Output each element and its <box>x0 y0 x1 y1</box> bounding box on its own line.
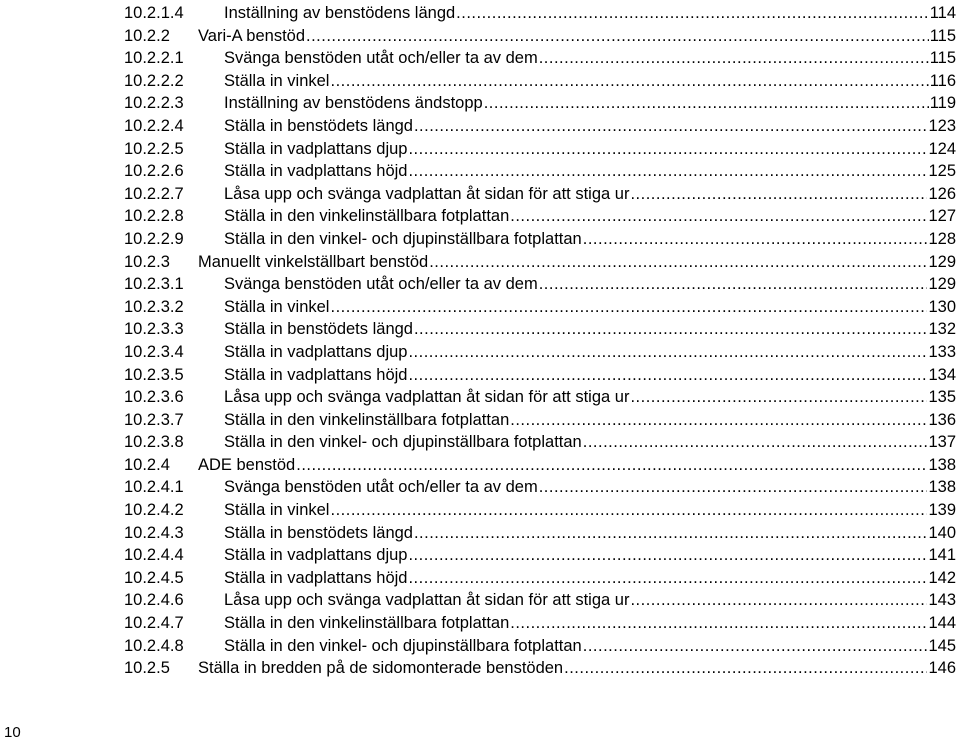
toc-entry-page: 115 <box>929 49 956 68</box>
toc-entry[interactable] <box>124 70 956 93</box>
dot-leader <box>414 318 928 341</box>
toc-entry-page: 125 <box>928 162 956 181</box>
toc-entry[interactable] <box>124 47 956 70</box>
toc-entry-title: Ställa in vadplattans djup <box>224 546 408 565</box>
toc-entry-page: 146 <box>928 659 956 678</box>
toc-entry-number: 10.2.3.6 <box>124 388 184 407</box>
toc-entry[interactable] <box>124 25 956 48</box>
dot-leader <box>630 589 927 612</box>
toc-entry-title: Ställa in benstödets längd <box>224 116 413 135</box>
dot-leader <box>456 2 929 25</box>
toc-entry[interactable] <box>124 589 956 612</box>
toc-entry-number: 10.2.3.7 <box>124 410 184 429</box>
toc-entry-page: 127 <box>928 207 956 226</box>
toc-entry-number: 10.2.4.3 <box>124 523 184 542</box>
toc-entry-number: 10.2.5 <box>124 659 170 678</box>
dot-leader <box>408 364 927 387</box>
toc-entry-title: Ställa in vadplattans djup <box>224 342 408 361</box>
toc-entry-number: 10.2.3.1 <box>124 275 184 294</box>
toc-entry-number: 10.2.3.5 <box>124 365 184 384</box>
dot-leader <box>414 522 928 545</box>
toc-entry[interactable] <box>124 318 956 341</box>
toc-entry-number: 10.2.2.3 <box>124 94 184 113</box>
toc-entry[interactable] <box>124 228 956 251</box>
toc-entry-title: Ställa in benstödets längd <box>224 523 413 542</box>
toc-entry-title: Ställa in den vinkel- och djupinställbara fotplattan <box>224 636 582 655</box>
toc-entry[interactable] <box>124 544 956 567</box>
toc-entry-page: 123 <box>928 116 956 135</box>
toc-entry-number: 10.2.2.5 <box>124 139 184 158</box>
toc-entry-page: 138 <box>928 478 956 497</box>
toc-entry-number: 10.2.3.3 <box>124 320 184 339</box>
toc-entry-title: Låsa upp och svänga vadplattan åt sidan för att stiga ur <box>224 184 630 203</box>
toc-entry-number: 10.2.3.8 <box>124 433 184 452</box>
toc-entry-number: 10.2.3.2 <box>124 297 184 316</box>
toc-entry-page: 145 <box>928 636 956 655</box>
dot-leader <box>429 251 927 274</box>
toc-entry[interactable] <box>124 386 956 409</box>
toc-entry-number: 10.2.1.4 <box>124 4 184 22</box>
dot-leader <box>414 115 928 138</box>
toc-entry[interactable] <box>124 296 956 319</box>
toc-entry[interactable] <box>124 138 956 161</box>
toc-entry-page: 130 <box>928 297 956 316</box>
toc-entry-page: 129 <box>928 275 956 294</box>
toc-entry-number: 10.2.4.5 <box>124 568 184 587</box>
table-of-contents <box>124 2 956 680</box>
toc-entry[interactable] <box>124 251 956 274</box>
toc-entry-number: 10.2.4.2 <box>124 501 184 520</box>
toc-entry-title: Ställa in vadplattans höjd <box>224 162 408 181</box>
toc-entry-page: 135 <box>928 388 956 407</box>
toc-entry-page: 114 <box>929 4 956 22</box>
dot-leader <box>330 296 927 319</box>
toc-entry-page: 134 <box>928 365 956 384</box>
dot-leader <box>408 138 927 161</box>
dot-leader <box>408 544 927 567</box>
toc-entry[interactable] <box>124 2 956 25</box>
toc-entry[interactable] <box>124 273 956 296</box>
toc-entry-page: 136 <box>928 410 956 429</box>
dot-leader <box>484 92 929 115</box>
toc-entry-number: 10.2.2.9 <box>124 229 184 248</box>
toc-entry-title: Svänga benstöden utåt och/eller ta av dem <box>224 478 538 497</box>
dot-leader <box>510 205 927 228</box>
toc-entry-page: 137 <box>928 433 956 452</box>
toc-entry-number: 10.2.2.1 <box>124 49 184 68</box>
toc-entry-title: Svänga benstöden utåt och/eller ta av dem <box>224 49 538 68</box>
toc-entry-title: Ställa in bredden på de sidomonterade benstöden <box>198 659 564 678</box>
toc-entry-title: Inställning av benstödens ändstopp <box>224 94 483 113</box>
toc-entry-number: 10.2.2.6 <box>124 162 184 181</box>
toc-entry-title: Ställa in den vinkelinställbara fotplattan <box>224 207 510 226</box>
toc-entry-number: 10.2.4.6 <box>124 591 184 610</box>
toc-entry-page: 124 <box>928 139 956 158</box>
toc-entry-number: 10.2.2.2 <box>124 71 184 90</box>
toc-entry-page: 142 <box>928 568 956 587</box>
toc-entry-page: 116 <box>929 71 956 90</box>
toc-entry-page: 132 <box>928 320 956 339</box>
toc-entry[interactable] <box>124 431 956 454</box>
toc-entry-title: ADE benstöd <box>198 455 296 474</box>
dot-leader <box>408 160 927 183</box>
toc-entry-number: 10.2.3.4 <box>124 342 184 361</box>
toc-entry-title: Ställa in den vinkelinställbara fotplattan <box>224 614 510 633</box>
toc-entry-title: Låsa upp och svänga vadplattan åt sidan för att stiga ur <box>224 591 630 610</box>
toc-entry-page: 129 <box>928 252 956 271</box>
toc-entry-page: 138 <box>928 455 956 474</box>
toc-entry-title: Manuellt vinkelställbart benstöd <box>198 252 429 271</box>
toc-entry-title: Ställa in vadplattans höjd <box>224 568 408 587</box>
toc-entry-page: 126 <box>928 184 956 203</box>
toc-entry-number: 10.2.4.7 <box>124 614 184 633</box>
toc-entry-number: 10.2.2.7 <box>124 184 184 203</box>
dot-leader <box>539 47 929 70</box>
dot-leader <box>306 25 929 48</box>
toc-entry-title: Låsa upp och svänga vadplattan åt sidan för att stiga ur <box>224 388 630 407</box>
toc-entry-number: 10.2.4.1 <box>124 478 184 497</box>
toc-entry[interactable] <box>124 567 956 590</box>
dot-leader <box>564 657 927 680</box>
toc-entry[interactable] <box>124 499 956 522</box>
toc-entry[interactable] <box>124 160 956 183</box>
toc-entry-number: 10.2.2.8 <box>124 207 184 226</box>
toc-entry-number: 10.2.2 <box>124 26 170 45</box>
toc-entry-page: 140 <box>928 523 956 542</box>
dot-leader <box>630 183 927 206</box>
toc-entry-title: Svänga benstöden utåt och/eller ta av dem <box>224 275 538 294</box>
toc-entry-title: Ställa in den vinkel- och djupinställbara fotplattan <box>224 433 582 452</box>
toc-entry-title: Ställa in den vinkel- och djupinställbara fotplattan <box>224 229 582 248</box>
toc-entry[interactable] <box>124 205 956 228</box>
toc-entry[interactable] <box>124 476 956 499</box>
dot-leader <box>330 70 928 93</box>
toc-entry-page: 115 <box>929 26 956 45</box>
toc-entry-title: Inställning av benstödens längd <box>224 4 456 22</box>
toc-entry[interactable] <box>124 409 956 432</box>
toc-entry[interactable] <box>124 364 956 387</box>
toc-entry-title: Ställa in den vinkelinställbara fotplattan <box>224 410 510 429</box>
toc-entry[interactable] <box>124 635 956 658</box>
dot-leader <box>539 273 928 296</box>
toc-entry-number: 10.2.2.4 <box>124 116 184 135</box>
toc-entry-number: 10.2.3 <box>124 252 170 271</box>
toc-entry-page: 144 <box>928 614 956 633</box>
page-number: 10 <box>4 724 21 741</box>
toc-entry[interactable] <box>124 657 956 680</box>
toc-entry-title: Ställa in vinkel <box>224 501 330 520</box>
dot-leader <box>408 567 927 590</box>
dot-leader <box>510 612 927 635</box>
toc-entry-number: 10.2.4.8 <box>124 636 184 655</box>
toc-entry-title: Ställa in vadplattans djup <box>224 139 408 158</box>
toc-entry[interactable] <box>124 183 956 206</box>
dot-leader <box>539 476 928 499</box>
dot-leader <box>583 228 928 251</box>
toc-entry[interactable] <box>124 612 956 635</box>
toc-entry-page: 143 <box>928 591 956 610</box>
toc-entry[interactable] <box>124 115 956 138</box>
dot-leader <box>510 409 927 432</box>
dot-leader <box>583 635 928 658</box>
toc-entry-page: 133 <box>928 342 956 361</box>
toc-entry[interactable] <box>124 341 956 364</box>
dot-leader <box>408 341 927 364</box>
toc-entry-page: 139 <box>928 501 956 520</box>
toc-entry[interactable] <box>124 454 956 477</box>
dot-leader <box>630 386 927 409</box>
toc-entry-title: Vari-A benstöd <box>198 26 306 45</box>
toc-entry-title: Ställa in benstödets längd <box>224 320 413 339</box>
toc-entry-title: Ställa in vinkel <box>224 71 330 90</box>
dot-leader <box>330 499 927 522</box>
toc-entry-page: 141 <box>928 546 956 565</box>
toc-entry-page: 128 <box>928 229 956 248</box>
toc-entry-number: 10.2.4.4 <box>124 546 184 565</box>
toc-entry[interactable] <box>124 92 956 115</box>
toc-entry-title: Ställa in vinkel <box>224 297 330 316</box>
toc-entry[interactable] <box>124 522 956 545</box>
dot-leader <box>296 454 927 477</box>
toc-entry-page: 119 <box>929 94 956 113</box>
dot-leader <box>583 431 928 454</box>
toc-entry-number: 10.2.4 <box>124 455 170 474</box>
toc-entry-title: Ställa in vadplattans höjd <box>224 365 408 384</box>
